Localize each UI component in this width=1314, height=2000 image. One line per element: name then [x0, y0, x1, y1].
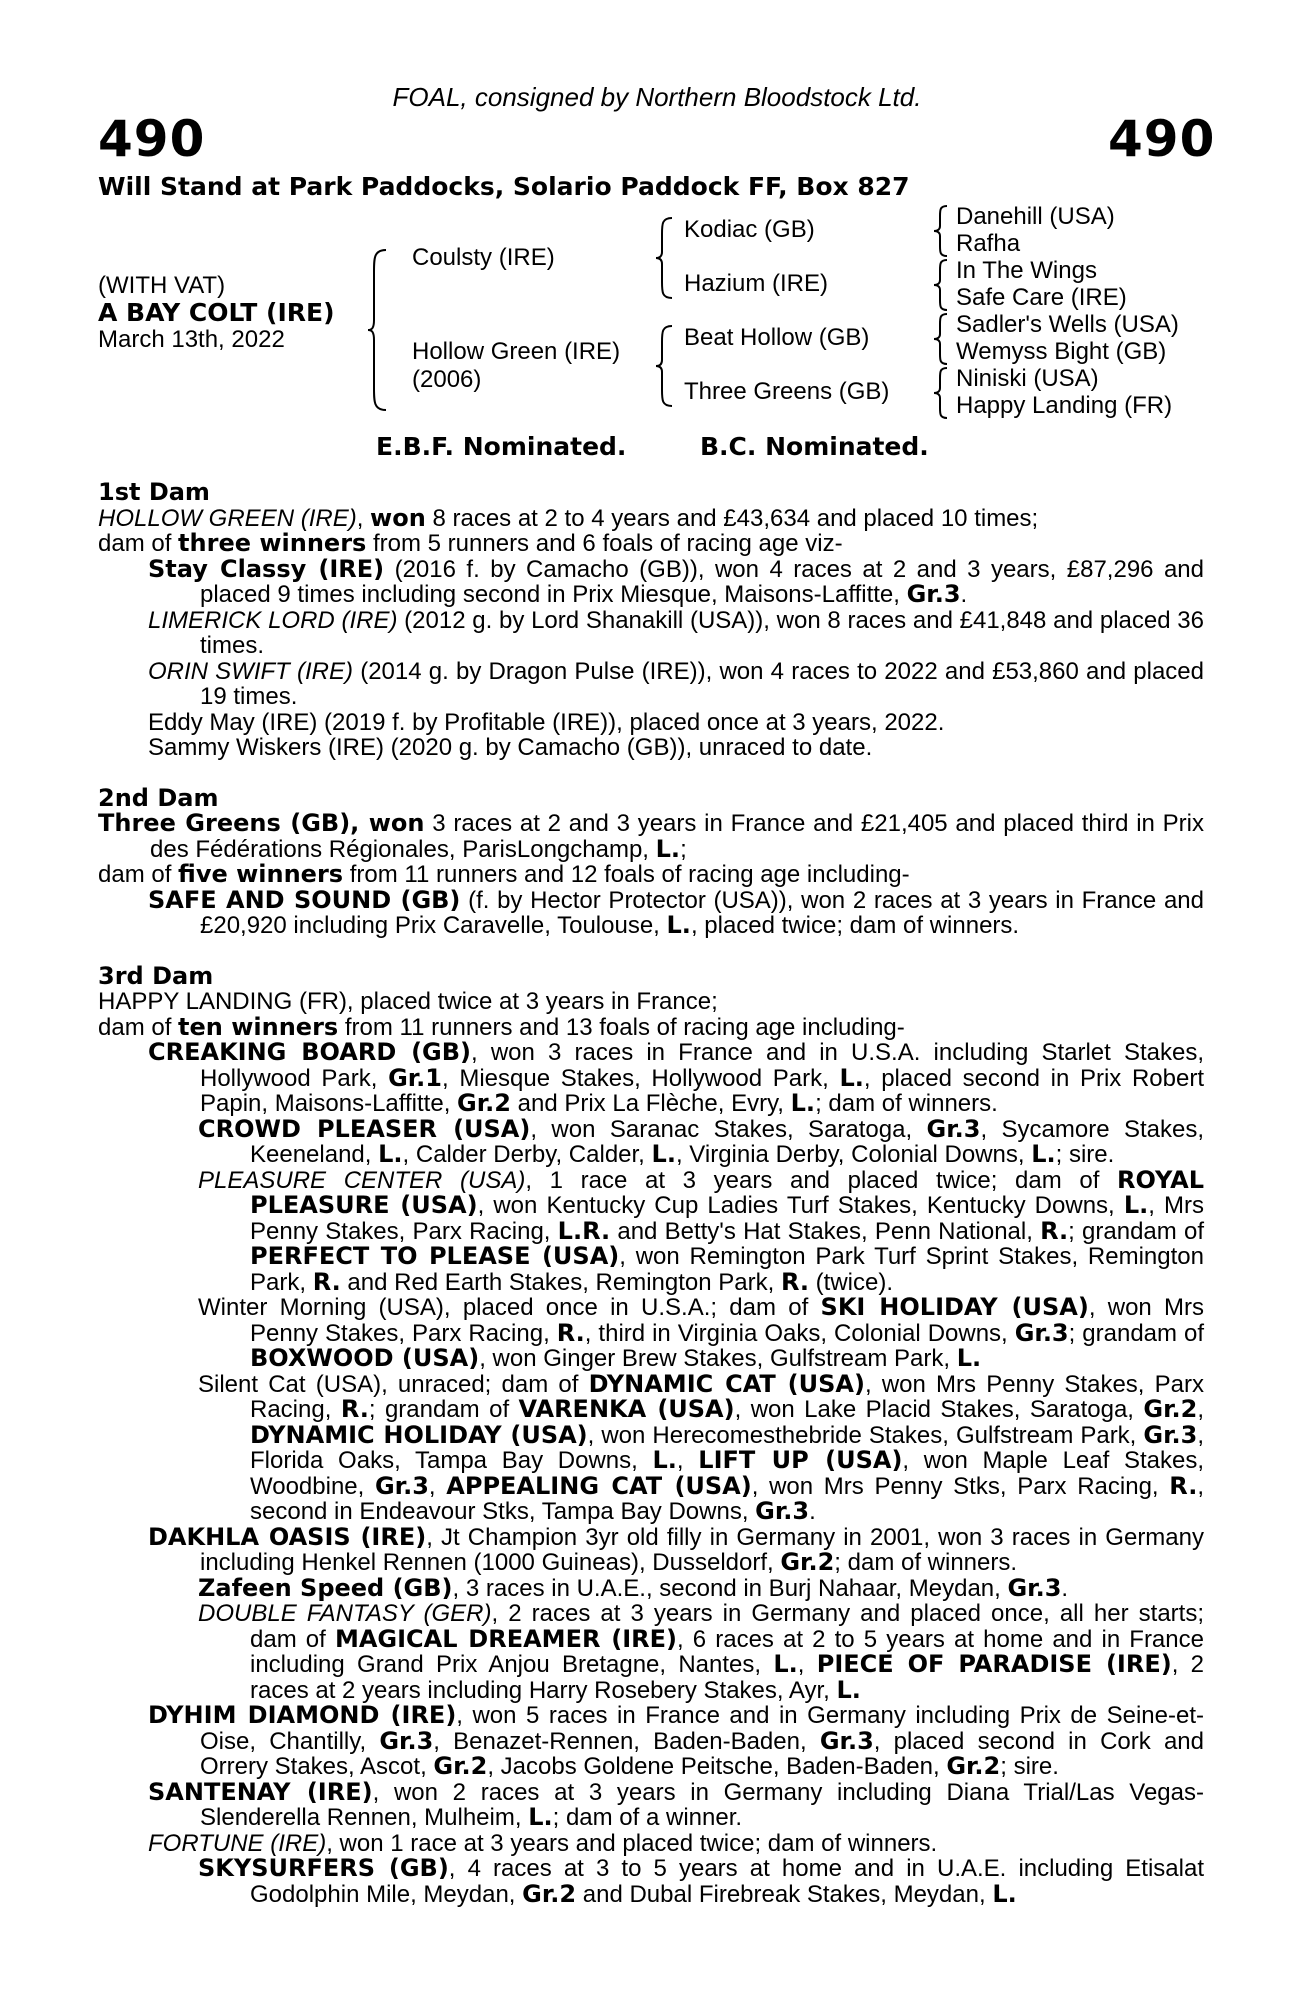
pedigree-brace-g12: [932, 204, 950, 258]
produce-dyhim-diamond: DYHIM DIAMOND (IRE), won 5 races in France and in Germany including Prix de Seine-et-Oise, Chantilly, Gr.3, Benazet-Rennen, Baden-Baden, Gr.3, placed second in Cork and Orrery Stakes, Ascot, Gr.2, Jacobs Goldene Peitsche, Baden-Baden, Gr.2; sire.: [148, 1701, 1204, 1780]
produce-skysurfers: SKYSURFERS (GB), 4 races at 3 to 5 years at home and in U.A.E. including Etisalat Godolphin Mile, Meydan, Gr.2 and Dubal Firebreak Stakes, Meydan, L.: [198, 1854, 1204, 1908]
vat-note: (WITH VAT): [98, 272, 226, 299]
third-dam-summary: HAPPY LANDING (FR), placed twice at 3 years in France;: [98, 988, 718, 1015]
third-dam-heading: 3rd Dam: [98, 961, 214, 990]
pedigree-dam-dam: Three Greens (GB): [684, 378, 890, 405]
bc-nominated: B.C. Nominated.: [700, 432, 929, 461]
produce-winter-morning: Winter Morning (USA), placed once in U.S.A.; dam of SKI HOLIDAY (USA), won Mrs Penny Stakes, Parx Racing, R., third in Virginia Oaks, Colonial Downs, Gr.3; grandam of BOXWOOD (USA), won Ginger Brew Stakes, Gulfstream Park, L.: [198, 1293, 1205, 1372]
produce-double-fantasy: DOUBLE FANTASY (GER), 2 races at 3 years in Germany and placed once, all her starts; dam of MAGICAL DREAMER (IRE), 6 races at 2 to 5 years at home and in France including Grand Prix Anjou Bretagne, Nantes, L., PIECE OF PARADISE (IRE), 2 races at 2 years including Harry Rosebery Stakes, Ayr, L.: [198, 1600, 1205, 1704]
pedigree-brace-sire: [654, 216, 676, 300]
consignor-line: FOAL, consigned by Northern Bloodstock Ltd.: [392, 82, 922, 112]
ebf-nominated: E.B.F. Nominated.: [376, 432, 627, 461]
second-dam-produce-line: dam of five winners from 11 runners and 12 foals of racing age including-: [98, 860, 910, 888]
produce-crowd-pleaser: CROWD PLEASER (USA), won Saranac Stakes, Saratoga, Gr.3, Sycamore Stakes, Keeneland, L., Calder Derby, Calder, L., Virginia Derby, Colonial Downs, L.; sire.: [198, 1114, 1204, 1168]
horse-name: A BAY COLT (IRE): [98, 298, 335, 327]
lot-number-right: 490: [1108, 110, 1216, 168]
pedigree-dam: Hollow Green (IRE): [412, 338, 621, 365]
pedigree-sire: Coulsty (IRE): [412, 244, 555, 271]
produce-orin-swift: ORIN SWIFT (IRE) (2014 g. by Dragon Pulse (IRE)), won 4 races to 2022 and £53,860 and placed 19 times.: [148, 657, 1204, 710]
second-dam-summary: Three Greens (GB), won 3 races at 2 and 3 years in France and £21,405 and placed third in Prix des Fédérations Régionales, ParisLongchamp, L.;: [98, 809, 1204, 863]
pedigree-brace-g78: [932, 366, 950, 420]
produce-stay-classy: Stay Classy (IRE) (2016 f. by Camacho (GB)), won 4 races at 2 and 3 years, £87,296 and placed 9 times including second in Prix Miesque, Maisons-Laffitte, Gr.3.: [148, 554, 1205, 608]
pedigree-ggs-3: In The Wings: [956, 257, 1097, 284]
produce-silent-cat: Silent Cat (USA), unraced; dam of DYNAMIC CAT (USA), won Mrs Penny Stakes, Parx Racing, R.; grandam of VARENKA (USA), won Lake Placid Stakes, Saratoga, Gr.2, DYNAMIC HOLIDAY (USA), won Herecomesthebride Stakes, Gulfstream Park, Gr.3, Florida Oaks, Tampa Bay Downs, L., LIFT UP (USA), won Maple Leaf Stakes, Woodbine, Gr.3, APPEALING CAT (USA), won Mrs Penny Stks, Parx Racing, R., second in Endeavour Stks, Tampa Bay Downs, Gr.3.: [198, 1369, 1205, 1525]
stabling-location: Will Stand at Park Paddocks, Solario Paddock FF, Box 827: [98, 172, 910, 201]
produce-dakhla-oasis: DAKHLA OASIS (IRE), Jt Champion 3yr old filly in Germany in 2001, won 3 races in Germany including Henkel Rennen (1000 Guineas), Dusseldorf, Gr.2; dam of winners.: [148, 1522, 1204, 1576]
pedigree-dam-sire: Beat Hollow (GB): [684, 324, 870, 351]
pedigree-brace-main: [366, 248, 390, 412]
pedigree-brace-dam: [654, 324, 676, 408]
lot-number-left: 490: [98, 110, 206, 168]
produce-pleasure-center: PLEASURE CENTER (USA), 1 race at 3 years and placed twice; dam of ROYAL PLEASURE (USA), won Kentucky Cup Ladies Turf Stakes, Kentucky Downs, L., Mrs Penny Stakes, Parx Racing, L.R. and Betty's Hat Stakes, Penn National, R.; grandam of PERFECT TO PLEASE (USA), won Remington Park Turf Sprint Stakes, Remington Park, R. and Red Earth Stakes, Remington Park, R. (twice).: [198, 1165, 1205, 1296]
produce-fortune: FORTUNE (IRE), won 1 race at 3 years and placed twice; dam of winners.: [148, 1829, 938, 1857]
pedigree-dam-year: (2006): [412, 366, 482, 393]
pedigree-ggs-8: Happy Landing (FR): [956, 392, 1173, 419]
produce-sammy-wiskers: Sammy Wiskers (IRE) (2020 g. by Camacho (GB)), unraced to date.: [148, 734, 873, 761]
first-dam-heading: 1st Dam: [98, 478, 210, 506]
second-dam-heading: 2nd Dam: [98, 783, 219, 812]
pedigree-ggs-1: Danehill (USA): [956, 203, 1115, 230]
produce-limerick-lord: LIMERICK LORD (IRE) (2012 g. by Lord Shanakill (USA)), won 8 races and £41,848 and placed 36 times.: [148, 606, 1204, 659]
produce-record: [98, 480, 1204, 1907]
pedigree-ggs-6: Wemyss Bight (GB): [956, 338, 1167, 365]
pedigree-ggs-7: Niniski (USA): [956, 365, 1099, 392]
pedigree-brace-g56: [932, 312, 950, 366]
produce-eddy-may: Eddy May (IRE) (2019 f. by Profitable (IRE)), placed once at 3 years, 2022.: [148, 708, 945, 736]
produce-santenay: SANTENAY (IRE), won 2 races at 3 years in Germany including Diana Trial/Las Vegas-Slenderella Rennen, Mulheim, L.; dam of a winner.: [148, 1777, 1204, 1831]
pedigree-sire-sire: Kodiac (GB): [684, 216, 815, 243]
produce-safe-and-sound: SAFE AND SOUND (GB) (f. by Hector Protector (USA)), won 2 races at 3 years in France and £20,920 including Prix Caravelle, Toulouse, L., placed twice; dam of winners.: [148, 885, 1204, 939]
first-dam-summary: HOLLOW GREEN (IRE), won 8 races at 2 to 4 years and £43,634 and placed 10 times;: [98, 503, 1039, 532]
pedigree-sire-dam: Hazium (IRE): [684, 270, 829, 297]
produce-zafeen-speed: Zafeen Speed (GB), 3 races in U.A.E., second in Burj Nahaar, Meydan, Gr.3.: [198, 1573, 1069, 1602]
third-dam-produce-line: dam of ten winners from 11 runners and 13 foals of racing age including-: [98, 1012, 905, 1041]
pedigree-brace-g34: [932, 258, 950, 312]
first-dam-produce-line: dam of three winners from 5 runners and 6 foals of racing age viz-: [98, 529, 843, 557]
pedigree-ggs-2: Rafha: [956, 230, 1021, 257]
produce-creaking-board: CREAKING BOARD (GB), won 3 races in France and in U.S.A. including Starlet Stakes, Hollywood Park, Gr.1, Miesque Stakes, Hollywood Park, L., placed second in Prix Robert Papin, Maisons-Laffitte, Gr.2 and Prix La Flèche, Evry, L.; dam of winners.: [148, 1038, 1204, 1117]
pedigree-ggs-5: Sadler's Wells (USA): [956, 311, 1179, 338]
foaling-date: March 13th, 2022: [98, 326, 285, 353]
pedigree-ggs-4: Safe Care (IRE): [956, 284, 1127, 311]
